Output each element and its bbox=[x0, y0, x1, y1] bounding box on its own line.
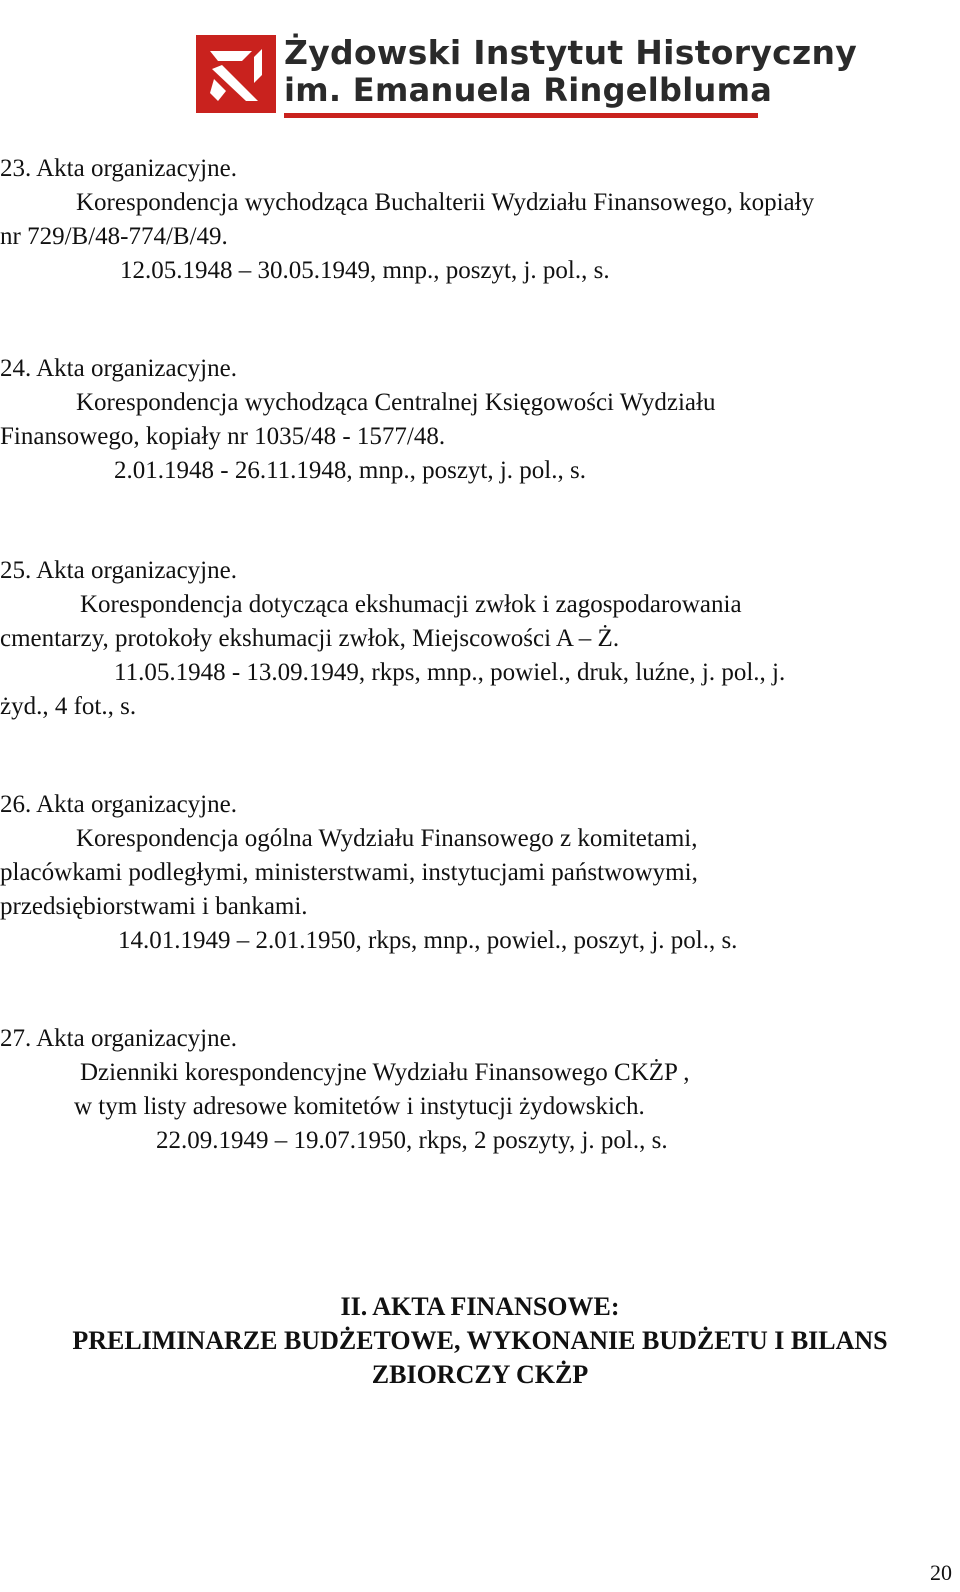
logo-emblem-icon bbox=[196, 35, 276, 113]
entry-date-line: 14.01.1949 – 2.01.1950, rkps, mnp., powiel., poszyt, j. pol., s. bbox=[118, 927, 738, 954]
entry-text-line: żyd., 4 fot., s. bbox=[0, 693, 137, 720]
entry-date-line: 12.05.1948 – 30.05.1949, mnp., poszyt, j. pol., s. bbox=[120, 257, 610, 284]
logo-subtitle: im. Emanuela Ringelbluma bbox=[284, 71, 773, 109]
entry-date-line: 11.05.1948 - 13.09.1949, rkps, mnp., powiel., druk, luźne, j. pol., j. bbox=[114, 659, 786, 686]
entry-heading: 25. Akta organizacyjne. bbox=[0, 557, 237, 584]
entry-date-line: 22.09.1949 – 19.07.1950, rkps, 2 poszyty, j. pol., s. bbox=[156, 1127, 668, 1154]
section-heading-line3: ZBIORCZY CKŻP bbox=[371, 1360, 589, 1389]
logo-underline bbox=[284, 113, 758, 118]
entry-text-line: Finansowego, kopiały nr 1035/48 - 1577/48. bbox=[0, 423, 446, 450]
section-heading-line2: PRELIMINARZE BUDŻETOWE, WYKONANIE BUDŻETU I BILANS bbox=[72, 1326, 888, 1355]
entry-text-line: przedsiębiorstwami i bankami. bbox=[0, 893, 308, 920]
entry-text-line: Korespondencja wychodząca Centralnej Księgowości Wydziału bbox=[76, 389, 716, 416]
institute-logo bbox=[196, 33, 858, 119]
entry-text-line: Korespondencja wychodząca Buchalterii Wydziału Finansowego, kopiały bbox=[76, 189, 815, 216]
entry-date-line: 2.01.1948 - 26.11.1948, mnp., poszyt, j. pol., s. bbox=[114, 457, 586, 484]
logo-title: Żydowski Instytut Historyczny bbox=[284, 33, 858, 72]
entry-heading: 24. Akta organizacyjne. bbox=[0, 355, 237, 382]
entry-heading: 26. Akta organizacyjne. bbox=[0, 791, 237, 818]
entry-text-line: w tym listy adresowe komitetów i instytucji żydowskich. bbox=[74, 1093, 645, 1120]
entry-text-line: cmentarzy, protokoły ekshumacji zwłok, Miejscowości A – Ż. bbox=[0, 625, 620, 652]
page-number: 20 bbox=[930, 1560, 952, 1585]
entry-heading: 27. Akta organizacyjne. bbox=[0, 1025, 237, 1052]
entry-text-line: Dzienniki korespondencyjne Wydziału Finansowego CKŻP , bbox=[80, 1059, 690, 1086]
entry-text-line: Korespondencja dotycząca ekshumacji zwłok i zagospodarowania bbox=[80, 591, 742, 618]
entry-heading: 23. Akta organizacyjne. bbox=[0, 155, 237, 182]
entry-text-line: Korespondencja ogólna Wydziału Finansowego z komitetami, bbox=[76, 825, 698, 852]
section-heading-line1: II. AKTA FINANSOWE: bbox=[340, 1292, 620, 1321]
entry-text-line: placówkami podległymi, ministerstwami, instytucjami państwowymi, bbox=[0, 859, 698, 886]
entry-text-line: nr 729/B/48-774/B/49. bbox=[0, 223, 228, 250]
